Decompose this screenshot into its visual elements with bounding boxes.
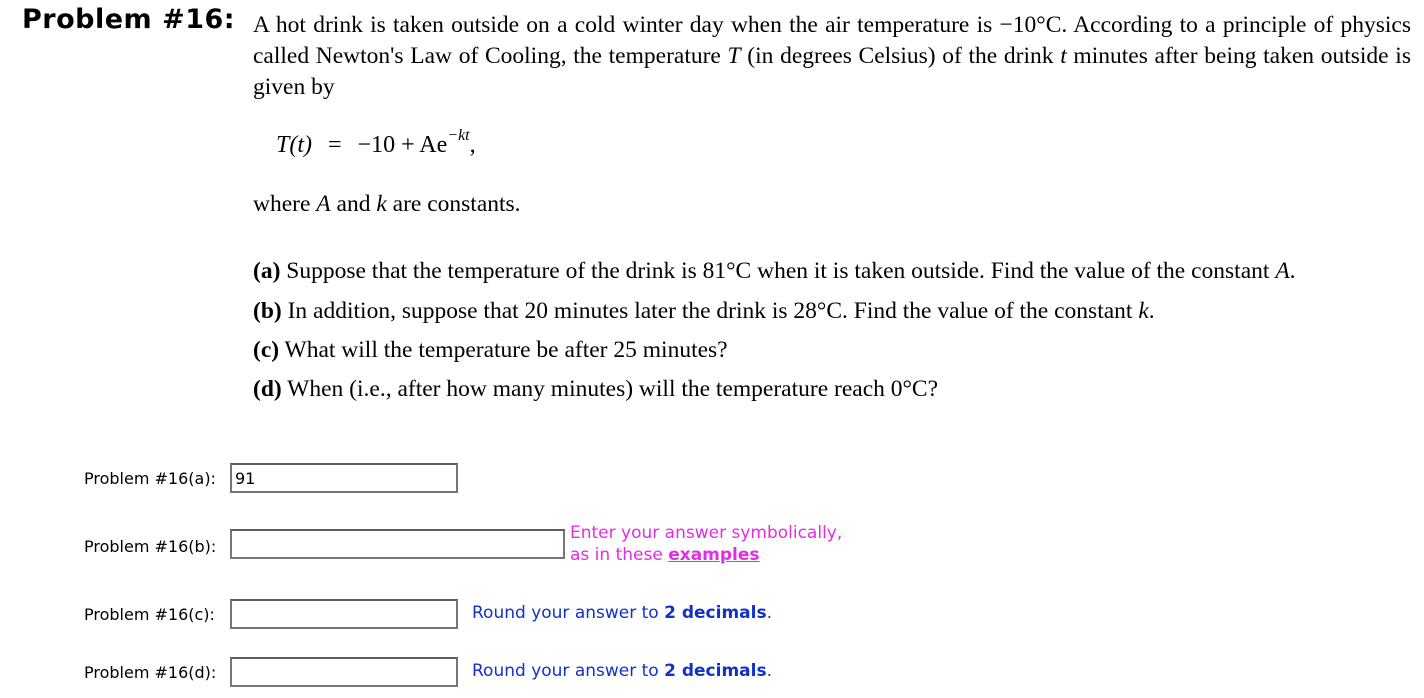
answer-label-b: Problem #16(b):: [84, 537, 217, 556]
round-hint-d: Round your answer to 2 decimals.: [472, 661, 772, 681]
part-d: (d) When (i.e., after how many minutes) will the temperature reach 0°C?: [253, 376, 939, 402]
answer-input-d[interactable]: [230, 657, 458, 687]
answer-label-a: Problem #16(a):: [84, 469, 216, 488]
answer-input-a[interactable]: [230, 463, 458, 493]
part-c: (c) What will the temperature be after 25 minutes?: [253, 337, 728, 363]
problem-statement: A hot drink is taken outside on a cold winter day when the air temperature is −10°C. According to a principle of physics called Newton's Law of Cooling, the temperature T (in degrees Celsius) of the drink t minutes after being taken outside is given by: [253, 12, 1411, 100]
where-constants: where A and k are constants.: [253, 191, 521, 217]
answer-label-c: Problem #16(c):: [84, 605, 215, 624]
examples-link[interactable]: examples: [668, 545, 760, 565]
round-hint-c: Round your answer to 2 decimals.: [472, 603, 772, 623]
part-b: (b) In addition, suppose that 20 minutes later the drink is 28°C. Find the value of the constant k.: [253, 298, 1155, 324]
cooling-equation: $T(t) = -10 + Ae^{-kt}$,: [276, 127, 476, 158]
answer-input-c[interactable]: [230, 599, 458, 629]
symbolic-hint: Enter your answer symbolically, as in these examples: [570, 523, 843, 565]
problem-number: Problem #16:: [22, 4, 236, 35]
part-a: (a) Suppose that the temperature of the drink is 81°C when it is taken outside. Find the value of the constant A.: [253, 258, 1296, 284]
answer-input-b[interactable]: [230, 529, 565, 559]
answer-label-d: Problem #16(d):: [84, 663, 217, 682]
